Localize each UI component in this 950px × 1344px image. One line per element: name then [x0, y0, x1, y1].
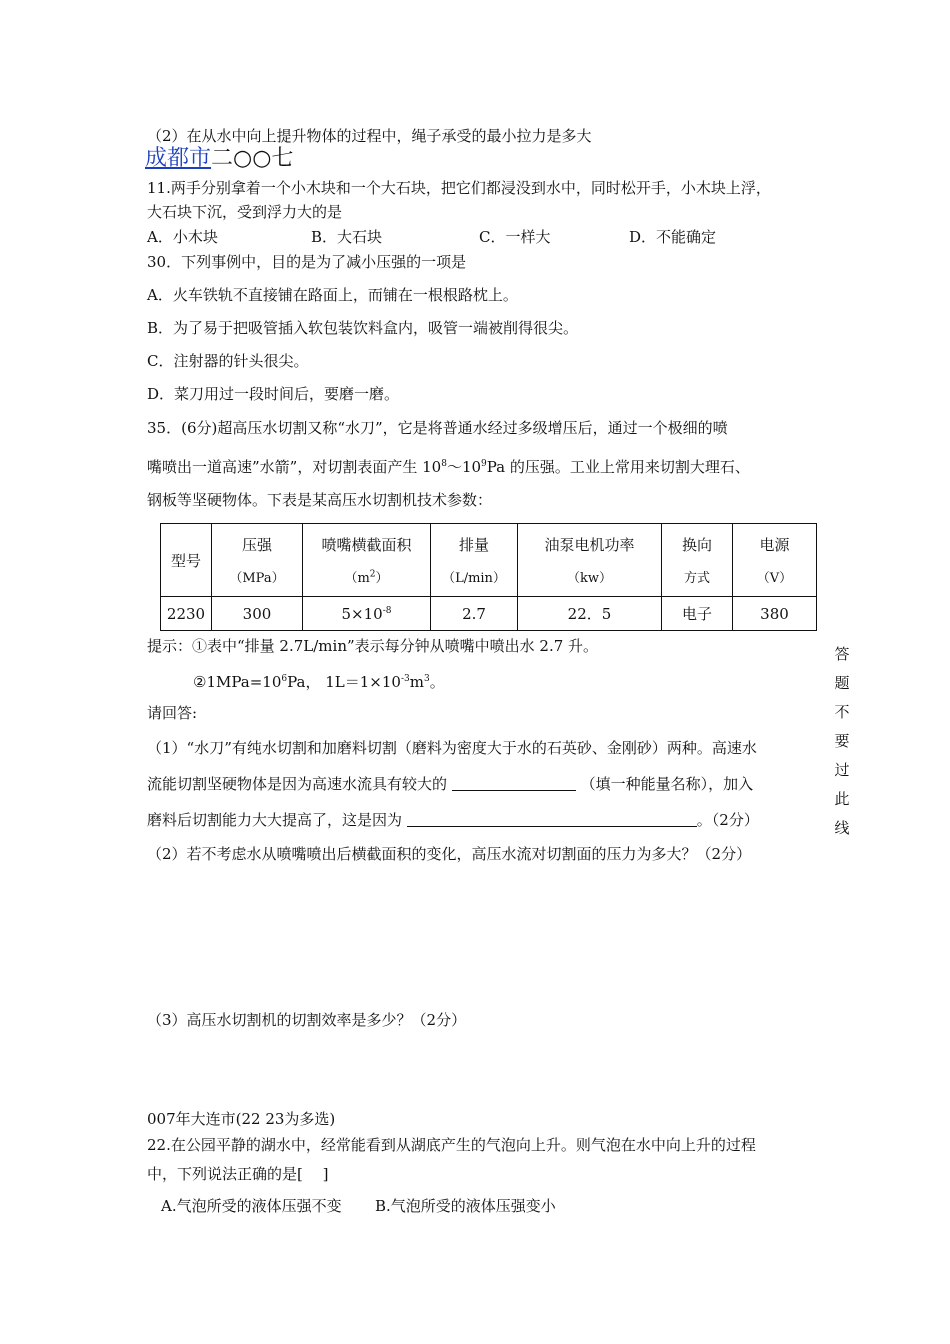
- header-switching: 换向 方式: [662, 524, 733, 597]
- cell-model: 2230: [161, 597, 212, 631]
- q35-line3: 钢板等坚硬物体。下表是某高压水切割机技术参数：: [147, 491, 493, 509]
- q30-stem: 30．下列事例中，目的是为了减小压强的一项是: [147, 253, 467, 271]
- q30-option-a: A．火车铁轨不直接铺在路面上，而铺在一根根路枕上。: [147, 286, 518, 304]
- q30-option-c: C．注射器的针头很尖。: [147, 352, 309, 370]
- q35-line1: 35．(6分)超高压水切割又称“水刀”，它是将普通水经过多级增压后，通过一个极细的喷: [147, 419, 728, 437]
- table-row: [161, 597, 817, 631]
- q22-option-a: A.气泡所受的液体压强不变: [161, 1197, 342, 1215]
- q35-part1-line2: 流能切割坚硬物体是因为高速水流具有较大的 （填一种能量名称），加入: [147, 775, 754, 793]
- cell-flow: 2.7: [431, 597, 518, 631]
- cell-pump-power: 22．5: [518, 597, 662, 631]
- hint-1: 提示：①表中“排量 2.7L/min”表示每分钟从喷嘴中喷出水 2.7 升。: [147, 637, 599, 655]
- q11-options: [147, 227, 716, 247]
- spec-table: [160, 523, 817, 631]
- q22-option-b: B.气泡所受的液体压强变小: [375, 1197, 556, 1215]
- q35-part2: （2）若不考虑水从喷嘴喷出后横截面积的变化，高压水流对切割面的压力为多大？（2分）: [147, 845, 752, 863]
- header-model: 型号: [161, 524, 212, 597]
- q11-line2: 大石块下沉，受到浮力大的是: [147, 203, 343, 221]
- q30-option-d: D．菜刀用过一段时间后，要磨一磨。: [147, 385, 400, 403]
- hint-2: $②1MPa=10^6Pa$， $1L=1\times 10^{-3}m^3$。: [193, 673, 445, 691]
- q22-options: [161, 1196, 556, 1216]
- table-header-row: [161, 524, 817, 597]
- q11-option-a: A．小木块: [147, 228, 218, 246]
- q11-option-d: D．不能确定: [629, 228, 717, 246]
- q35-part1-line1: （1）“水刀”有纯水切割和加磨料切割（磨料为密度大于水的石英砂、金刚砂）两种。高速水: [147, 739, 757, 757]
- answer-prompt: 请回答:: [147, 704, 198, 722]
- q22-line1: 22.在公园平静的湖水中，经常能看到从湖底产生的气泡向上升。则气泡在水中向上升的过程: [147, 1136, 756, 1154]
- header-nozzle-area: 喷嘴横截面积 $(m^2)$: [303, 524, 431, 597]
- header-power-supply: 电源 （V）: [733, 524, 817, 597]
- q30-option-b: B．为了易于把吸管插入软包装饮料盒内，吸管一端被削得很尖。: [147, 319, 579, 337]
- header-pressure: 压强 （MPa）: [212, 524, 303, 597]
- dalian-heading: 007年大连市(22 23为多选): [147, 1110, 336, 1128]
- cell-pressure: 300: [212, 597, 303, 631]
- cell-power-supply: 380: [733, 597, 817, 631]
- cell-switching: 电子: [662, 597, 733, 631]
- cell-nozzle-area: $5\times 10^{-8}$: [303, 597, 431, 631]
- header-pump-power: 油泵电机功率 （kw）: [518, 524, 662, 597]
- q11-line1: 11.两手分别拿着一个小木块和一个大石块，把它们都浸没到水中，同时松开手，小木块上浮，: [147, 179, 771, 197]
- q35-part3: （3）高压水切割机的切割效率是多少？（2分）: [147, 1011, 467, 1029]
- answer-blank-energy[interactable]: [452, 774, 576, 791]
- section-heading: [145, 146, 293, 172]
- q35-line2: 嘴喷出一道高速”水箭”，对切割表面产生 $10^8\sim 10^9Pa$ 的压强。工业上常用来切割大理石、: [147, 458, 750, 476]
- prev-question-part2: （2）在从水中向上提升物体的过程中，绳子承受的最小拉力是多大: [147, 127, 592, 145]
- answer-blank-reason[interactable]: [407, 810, 697, 827]
- header-flow: 排量 （L/min）: [431, 524, 518, 597]
- q22-line2: 中，下列说法正确的是[ ]: [147, 1165, 329, 1183]
- city-link[interactable]: 成都市: [145, 146, 212, 171]
- q11-option-c: C．一样大: [479, 228, 551, 246]
- year-text: 二○○七: [211, 146, 294, 171]
- q11-option-b: B．大石块: [311, 228, 383, 246]
- margin-note: 答题不要过此线: [834, 645, 850, 837]
- q35-part1-line3: 磨料后切割能力大大提高了，这是因为 。（2分）: [147, 811, 759, 829]
